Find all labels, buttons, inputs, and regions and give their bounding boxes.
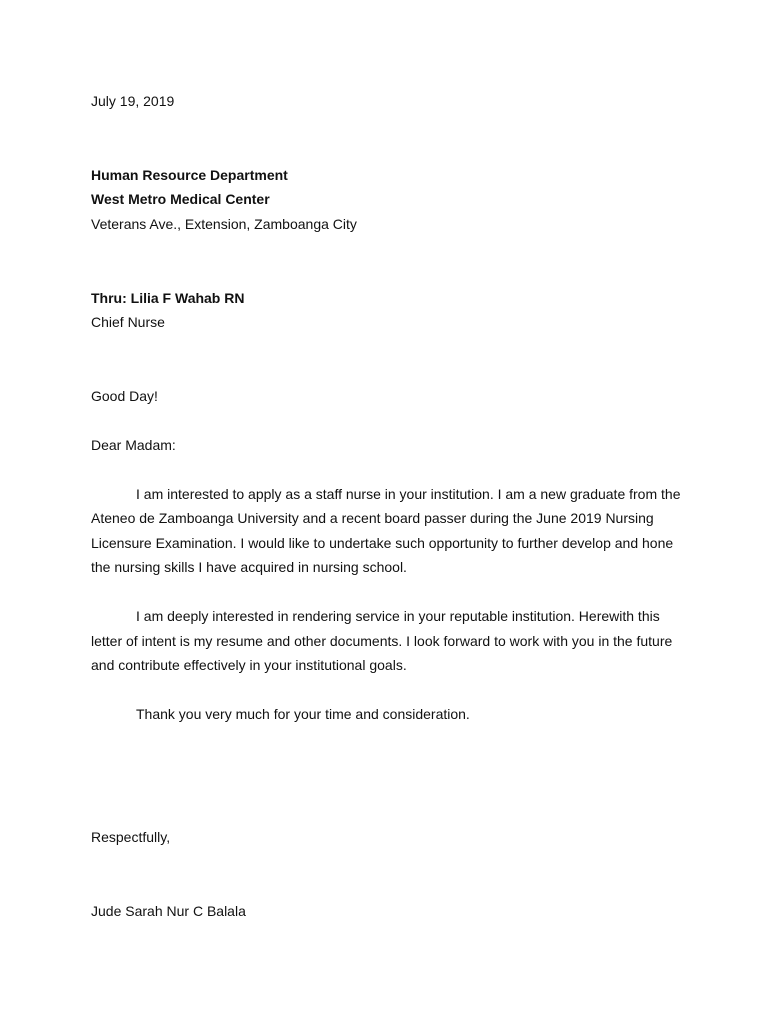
recipient-address: Veterans Ave., Extension, Zamboanga City	[91, 216, 357, 232]
body-line: and contribute effectively in your institutional goals.	[91, 657, 407, 673]
body-line: Thank you very much for your time and consideration.	[136, 706, 470, 722]
recipient-organization: West Metro Medical Center	[91, 191, 270, 207]
letter-date: July 19, 2019	[91, 93, 175, 109]
signature-name: Jude Sarah Nur C Balala	[91, 903, 246, 919]
body-line: I am deeply interested in rendering service in your reputable institution. Herewith this	[136, 608, 660, 624]
body-line: the nursing skills I have acquired in nursing school.	[91, 559, 407, 575]
thru-line: Thru: Lilia F Wahab RN	[91, 290, 245, 306]
salutation: Dear Madam:	[91, 437, 176, 453]
recipient-department: Human Resource Department	[91, 167, 288, 183]
closing: Respectfully,	[91, 829, 171, 845]
thru-position: Chief Nurse	[91, 314, 165, 330]
body-line: Licensure Examination. I would like to undertake such opportunity to further develop and hone	[91, 535, 674, 551]
body-line: I am interested to apply as a staff nurse in your institution. I am a new graduate from the	[136, 486, 681, 502]
body-line: Ateneo de Zamboanga University and a recent board passer during the June 2019 Nursing	[91, 510, 654, 526]
body-line: letter of intent is my resume and other documents. I look forward to work with you in the future	[91, 633, 673, 649]
greeting: Good Day!	[91, 388, 158, 404]
